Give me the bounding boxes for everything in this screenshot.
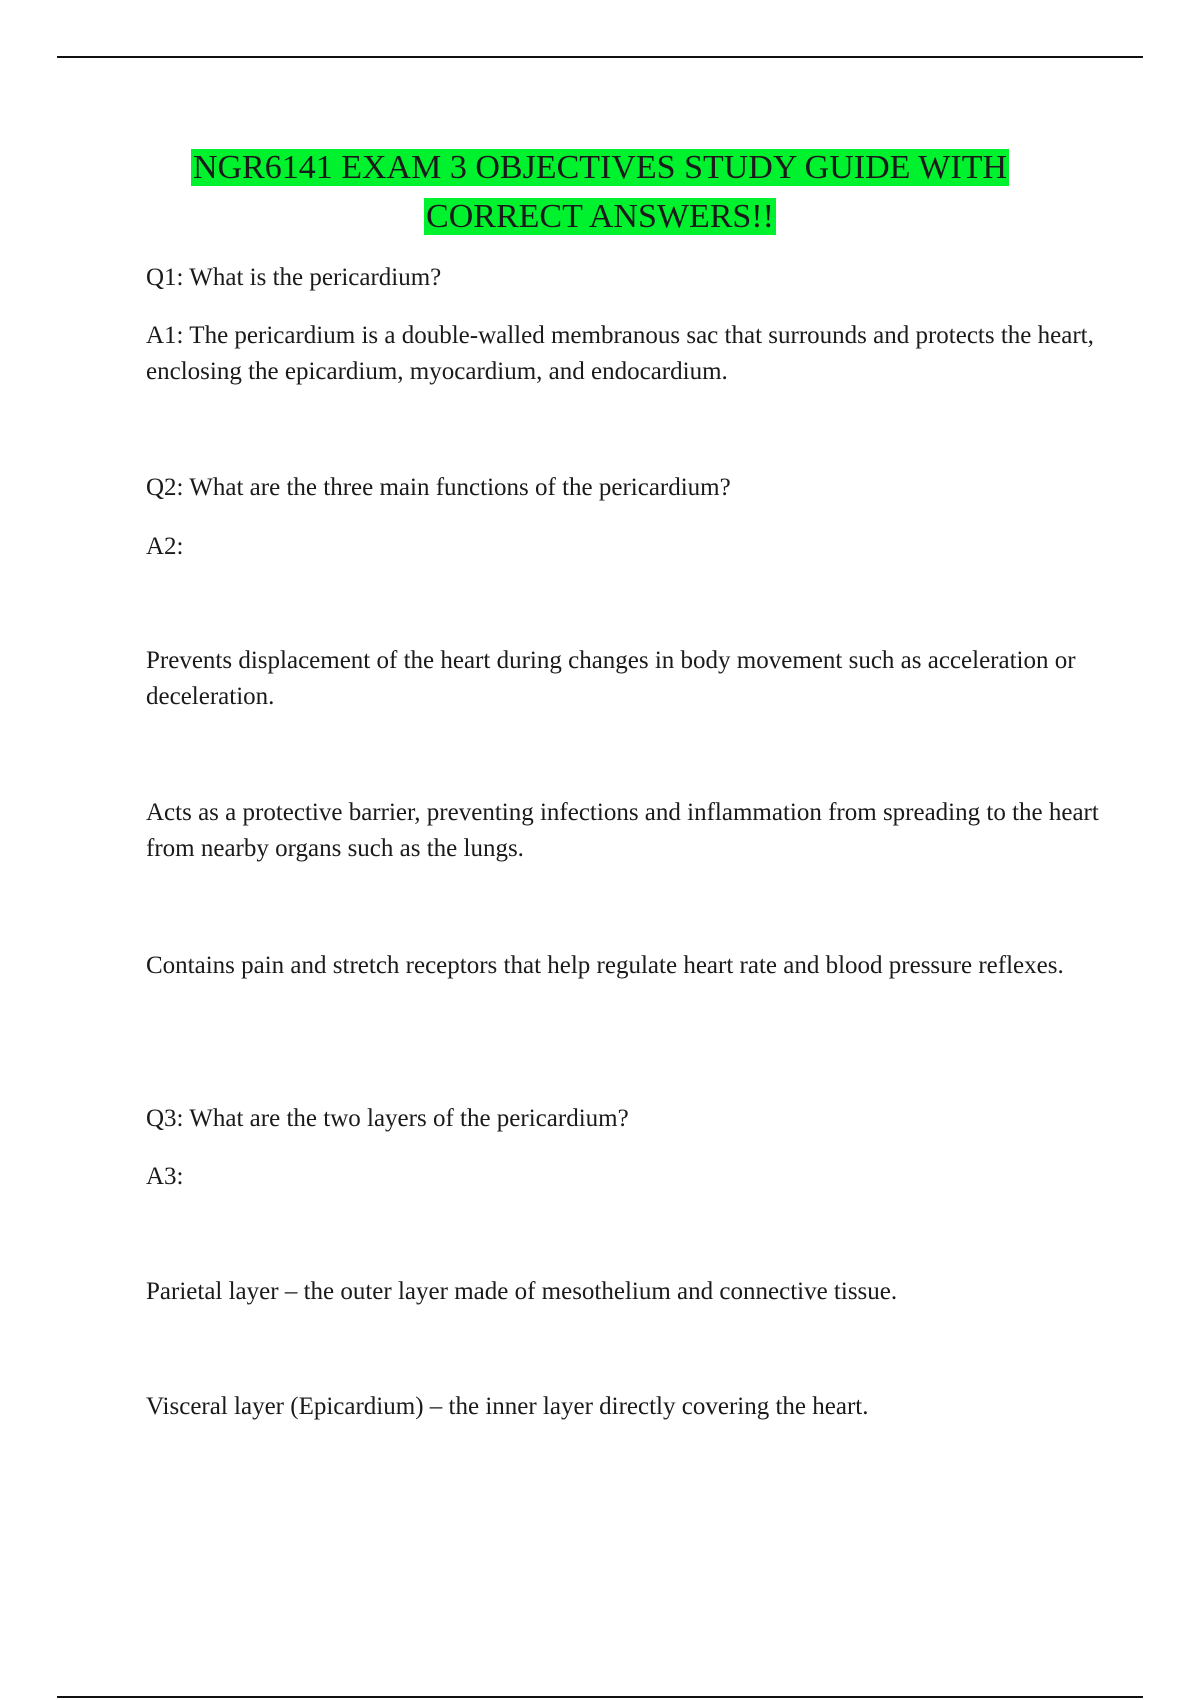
answer-2-item: Prevents displacement of the heart during changes in body movement such as acceleration or deceleration. [146,647,1076,710]
question-2: Q2: What are the three main functions of the pericardium? [146,474,731,501]
answer-2-item: Contains pain and stretch receptors that help regulate heart rate and blood pressure reflexes. [146,952,1064,979]
title-line-2: CORRECT ANSWERS!! [426,198,774,235]
question-3: Q3: What are the two layers of the pericardium? [146,1105,629,1132]
answer-3-item: Visceral layer (Epicardium) – the inner layer directly covering the heart. [146,1393,869,1420]
answer-2-label: A2: [146,533,184,560]
answer-2-item: Acts as a protective barrier, preventing infections and inflammation from spreading to the heart from nearby organs such as the lungs. [146,799,1099,862]
answer-3-label: A3: [146,1163,184,1190]
answer-3-item: Parietal layer – the outer layer made of mesothelium and connective tissue. [146,1278,898,1305]
footer-rule [57,1696,1143,1698]
header-rule [57,56,1143,58]
document-title [100,143,1100,241]
question-1: Q1: What is the pericardium? [146,264,442,291]
title-line-1: NGR6141 EXAM 3 OBJECTIVES STUDY GUIDE WITH [192,149,1008,186]
answer-1: A1: The pericardium is a double-walled membranous sac that surrounds and protects the heart, enclosing the epicardium, myocardium, and endocardium. [146,322,1094,385]
